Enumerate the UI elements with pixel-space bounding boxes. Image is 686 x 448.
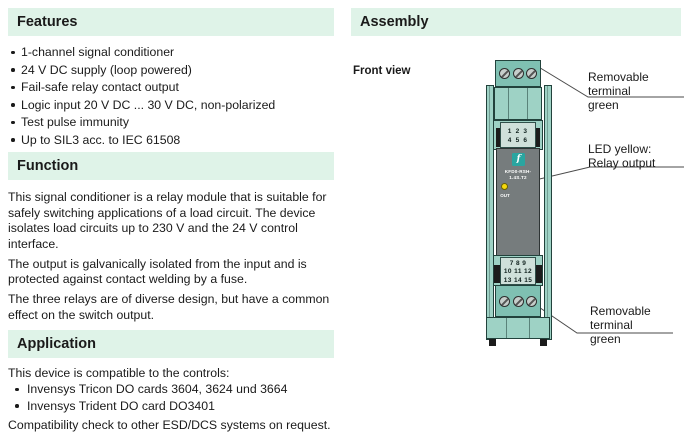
application-list bbox=[10, 381, 334, 415]
right-column bbox=[351, 0, 686, 448]
application-item: Invensys Trident DO card DO3401 bbox=[10, 398, 334, 415]
module-model-label: KFD0-RSH-1.4S.T2 bbox=[504, 169, 532, 180]
feature-item: 24 V DC supply (loop powered) bbox=[8, 62, 334, 80]
function-section-header bbox=[8, 152, 334, 180]
relay-module-front-view bbox=[486, 58, 552, 348]
terminal-screw-icon bbox=[513, 68, 524, 79]
features-title: Features bbox=[17, 14, 78, 30]
callout-led-yellow bbox=[588, 142, 655, 170]
feature-item: Test pulse immunity bbox=[8, 114, 334, 132]
assembly-figure bbox=[351, 36, 686, 448]
front-view-label: Front view bbox=[353, 65, 411, 77]
led-out-label: OUT bbox=[500, 193, 510, 198]
callout-text: green bbox=[588, 98, 619, 112]
assembly-title: Assembly bbox=[360, 14, 429, 30]
callout-text: green bbox=[590, 332, 621, 346]
terminal-screw-icon bbox=[499, 68, 510, 79]
relay-output-led bbox=[501, 183, 508, 190]
module-front-panel bbox=[496, 148, 540, 257]
terminal-screw-icon bbox=[526, 296, 537, 307]
callout-text: Removable terminal bbox=[590, 304, 651, 332]
application-intro: This device is compatible to the controls: bbox=[8, 366, 230, 380]
assembly-section-header bbox=[351, 8, 681, 36]
module-housing-top bbox=[494, 87, 542, 120]
function-paragraph: This signal conditioner is a relay module that is suitable for safely switching applications of a load circuit. The device isolates load circuits up to 230 V and the 24 V control interface. bbox=[8, 190, 327, 251]
terminal-numbers-row: 1 2 3 bbox=[507, 128, 529, 135]
top-terminal-block bbox=[495, 60, 541, 87]
callout-removable-terminal-top bbox=[588, 70, 686, 112]
module-base bbox=[486, 317, 550, 339]
module-mounting-foot bbox=[489, 339, 496, 346]
features-section-header bbox=[8, 8, 334, 36]
terminal-numbers-row: 7 8 9 bbox=[509, 260, 527, 267]
function-text bbox=[8, 190, 330, 328]
terminal-screw-icon bbox=[513, 296, 524, 307]
callout-text: Removable terminal bbox=[588, 70, 649, 98]
terminal-clip bbox=[536, 128, 540, 147]
feature-item: Logic input 20 V DC ... 30 V DC, non-polarized bbox=[8, 97, 334, 115]
terminal-screw-icon bbox=[499, 296, 510, 307]
terminal-numbers-row: 4 5 6 bbox=[507, 137, 529, 144]
callout-text: LED yellow: bbox=[588, 142, 652, 156]
module-side-rail bbox=[544, 85, 552, 340]
feature-item: 1-channel signal conditioner bbox=[8, 44, 334, 62]
application-section-header bbox=[8, 330, 334, 358]
terminal-clip bbox=[536, 265, 542, 283]
function-paragraph: The output is galvanically isolated from the input and is protected against contact welding by a fuse. bbox=[8, 256, 307, 286]
terminal-number-plate-bottom bbox=[500, 257, 536, 285]
application-item: Invensys Tricon DO cards 3604, 3624 und 3664 bbox=[10, 381, 334, 398]
left-column bbox=[8, 0, 338, 448]
pepperl-fuchs-logo-icon: f bbox=[512, 153, 525, 166]
callout-removable-terminal-bottom bbox=[590, 304, 686, 346]
feature-item: Fail-safe relay contact output bbox=[8, 79, 334, 97]
terminal-screw-icon bbox=[526, 68, 537, 79]
function-paragraph: The three relays are of diverse design, but have a common effect on the switch output. bbox=[8, 292, 330, 322]
terminal-numbers-row: 13 14 15 bbox=[503, 276, 533, 284]
terminal-numbers-row: 10 11 12 bbox=[503, 268, 533, 276]
callout-text: Relay output bbox=[588, 156, 656, 170]
module-mounting-foot bbox=[540, 339, 547, 346]
features-list bbox=[8, 44, 334, 149]
terminal-number-plate-top bbox=[500, 122, 536, 148]
bottom-terminal-block bbox=[495, 285, 541, 317]
application-outro: Compatibility check to other ESD/DCS systems on request. bbox=[8, 418, 331, 432]
function-title: Function bbox=[17, 158, 79, 174]
feature-item: Up to SIL3 acc. to IEC 61508 bbox=[8, 132, 334, 150]
application-title: Application bbox=[17, 336, 96, 352]
